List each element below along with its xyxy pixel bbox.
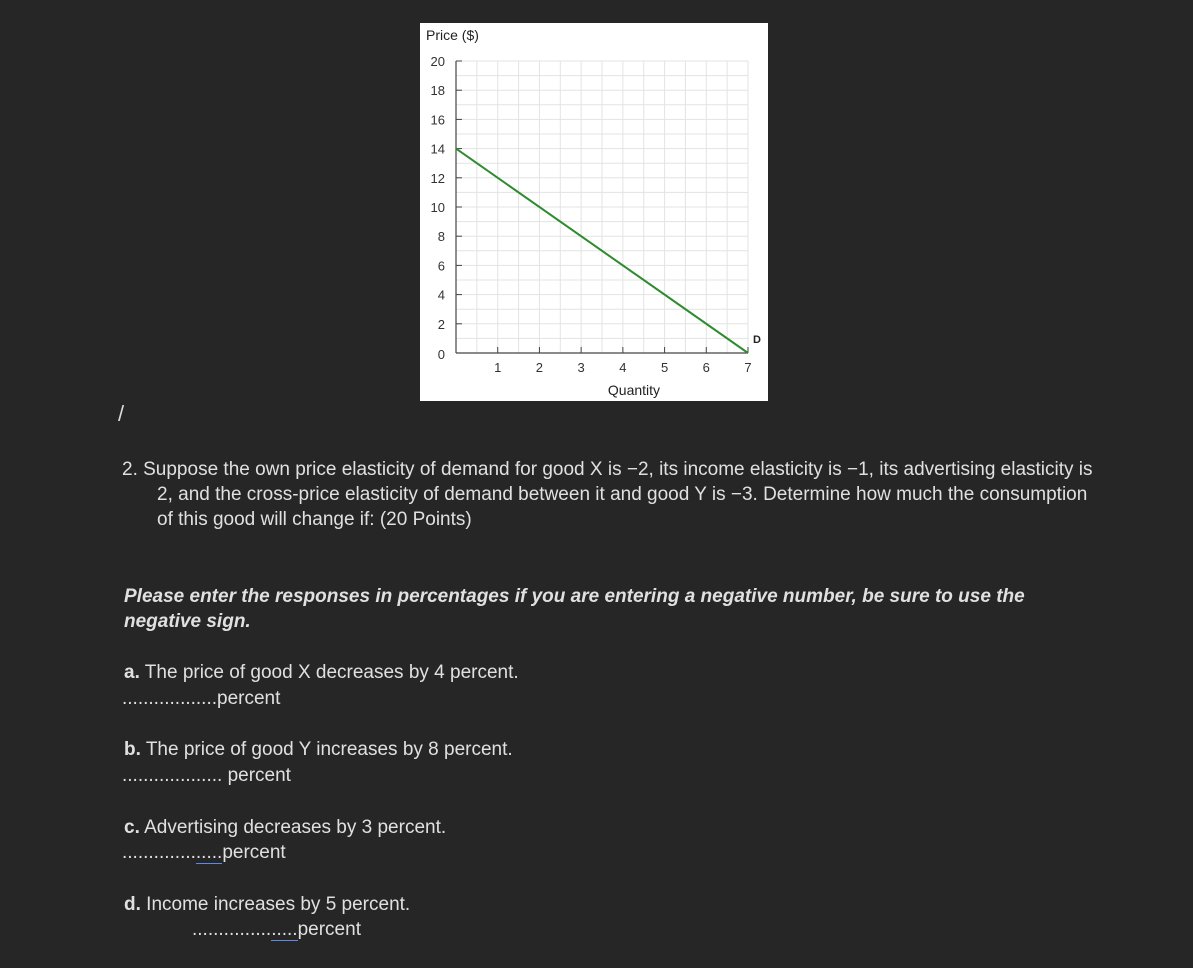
question-text: 2. Suppose the own price elasticity of demand for good X is −2, its income elasticity is −1, its advertising elasticity is 2, and the cross-price elasticity of demand between it and good Y is −3. Determine how much the consumption of this good will change if: (20 Points) — [122, 459, 1093, 530]
answer-c-unit: percent — [222, 842, 286, 863]
demand-line-label: D — [753, 334, 761, 346]
part-a-text: The price of good X decreases by 4 percent. — [144, 662, 519, 683]
part-b-letter: b. — [124, 739, 141, 760]
answer-a-unit: percent — [217, 688, 281, 709]
y-tick-label: 8 — [437, 229, 445, 245]
instruction-text: Please enter the responses in percentages if you are entering a negative number, be sure to use the negative sign. — [124, 586, 1025, 632]
y-axis-label: Price ($) — [426, 27, 479, 43]
y-tick-label: 2 — [437, 316, 445, 332]
x-tick-label: 6 — [702, 360, 710, 375]
answer-d-blank[interactable]: ............... — [192, 919, 272, 940]
y-tick-label: 18 — [430, 83, 445, 99]
x-tick-label: 3 — [577, 360, 585, 375]
answer-a-blank[interactable]: .................. — [122, 688, 218, 709]
y-tick-label: 6 — [437, 258, 445, 274]
part-c — [124, 815, 446, 840]
answer-d-unit: percent — [297, 919, 361, 940]
y-tick-label: 0 — [437, 347, 445, 362]
part-a — [124, 660, 519, 685]
chart-svg — [420, 23, 768, 401]
x-tick-label: 5 — [660, 360, 669, 375]
answer-c-blank[interactable]: .............. — [122, 842, 196, 863]
part-b — [124, 737, 513, 762]
answer-b-unit: percent — [222, 765, 291, 786]
answer-c[interactable] — [122, 840, 286, 865]
x-tick-label: 1 — [494, 360, 502, 375]
y-tick-label: 14 — [430, 141, 445, 157]
answer-a[interactable] — [122, 686, 280, 711]
y-tick-label: 10 — [430, 200, 445, 215]
answer-b[interactable] — [122, 763, 291, 788]
part-a-letter: a. — [124, 662, 140, 683]
answer-d[interactable] — [192, 917, 361, 942]
y-tick-label: 4 — [437, 287, 445, 303]
answer-d-blank-underlined[interactable]: ..... — [271, 919, 298, 940]
part-b-text: The price of good Y increases by 8 percent. — [145, 739, 513, 760]
part-c-letter: c. — [124, 817, 140, 838]
x-tick-label: 7 — [744, 360, 752, 375]
part-d-text: Income increases by 5 percent. — [146, 894, 411, 915]
part-d-letter: d. — [124, 894, 141, 915]
x-tick-label: 2 — [535, 360, 544, 375]
answer-c-blank-underlined[interactable]: ..... — [195, 842, 223, 863]
slash-mark: / — [118, 401, 125, 426]
y-tick-label: 12 — [430, 170, 445, 186]
answer-b-blank[interactable]: ................... — [122, 765, 223, 786]
demand-chart — [420, 23, 768, 401]
part-d — [124, 892, 410, 917]
y-tick-label: 16 — [430, 112, 445, 128]
x-axis-label: Quantity — [607, 382, 661, 398]
part-c-text: Advertising decreases by 3 percent. — [144, 817, 447, 838]
y-tick-label: 20 — [430, 54, 445, 69]
x-tick-label: 4 — [619, 360, 627, 375]
